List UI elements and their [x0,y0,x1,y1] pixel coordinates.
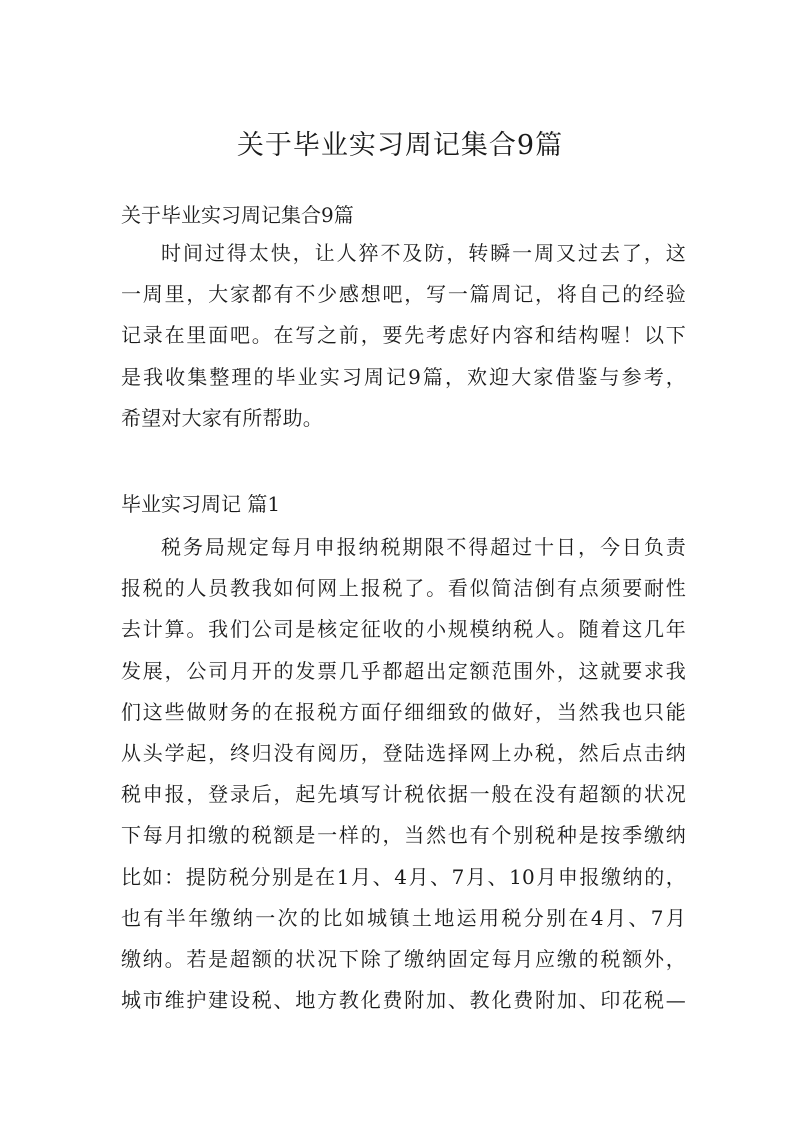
section-heading: 毕业实习周记 篇1 [121,492,281,516]
paragraph-line: 发展，公司月开的发票几乎都超出定额范围外，这就要求我 [121,658,686,683]
paragraph-line: 报税的人员教我如何网上报税了。看似简洁倒有点须要耐性 [121,576,686,601]
body-paragraph [121,527,686,1021]
paragraph-line: 税务局规定每月申报纳税期限不得超过十日，今日负责 [161,535,686,559]
paragraph-line: 一周里，大家都有不少感想吧，写一篇周记，将自己的经验 [121,282,686,307]
paragraph-line: 缴纳。若是超额的状况下除了缴纳固定每月应缴的税额外， [121,947,686,972]
paragraph-line: 们这些做财务的在报税方面仔细细致的做好，当然我也只能 [121,699,686,724]
paragraph-line: 也有半年缴纳一次的比如城镇土地运用税分别在4月、7月 [121,905,686,930]
paragraph-line: 税申报，登录后，起先填写计税依据一般在没有超额的状况 [121,782,686,807]
paragraph-line: 去计算。我们公司是核定征收的小规模纳税人。随着这几年 [121,617,686,642]
paragraph-line: 比如：提防税分别是在1月、4月、7月、10月申报缴纳的， [121,864,686,889]
intro-paragraph [121,233,686,439]
paragraph-line: 是我收集整理的毕业实习周记9篇，欢迎大家借鉴与参考， [121,364,686,389]
paragraph-line: 下每月扣缴的税额是一样的，当然也有个别税种是按季缴纳 [121,823,686,848]
paragraph-line: 城市维护建设税、地方教化费附加、教化费附加、印花税— [121,988,686,1013]
paragraph-line: 从头学起，终归没有阅历，登陆选择网上办税，然后点击纳 [121,741,686,766]
paragraph-line: 时间过得太快，让人猝不及防，转瞬一周又过去了，这 [161,241,686,265]
paragraph-line: 希望对大家有所帮助。 [121,405,323,430]
document-title: 关于毕业实习周记集合9篇 [236,130,564,161]
paragraph-line: 记录在里面吧。在写之前，要先考虑好内容和结构喔！以下 [121,323,686,348]
document-subtitle: 关于毕业实习周记集合9篇 [121,203,354,227]
